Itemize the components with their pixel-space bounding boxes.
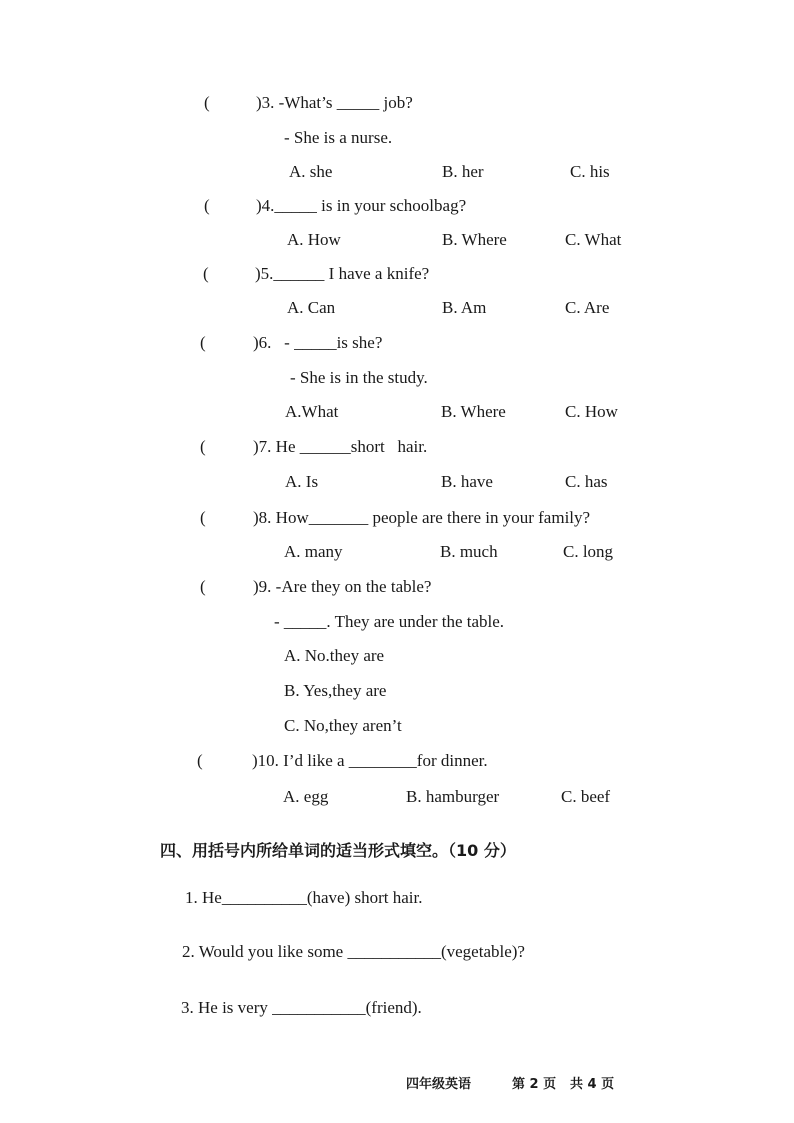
option-a: A. many — [284, 542, 343, 561]
option-b: B. hamburger — [406, 787, 500, 806]
question-text: _____ is in your schoolbag? — [274, 196, 467, 215]
option-c: C. beef — [561, 787, 611, 806]
question-number: 8. — [258, 508, 272, 527]
answer-paren[interactable]: ( — [200, 508, 206, 527]
option-c: C. How — [565, 402, 618, 421]
question-stem: )6. - _____is she? — [253, 333, 383, 352]
option-c: C. No,they aren’t — [284, 716, 402, 735]
option-a: A. egg — [283, 787, 329, 806]
question-number: 4. — [261, 196, 275, 215]
option-c: C. his — [570, 162, 610, 181]
question-text: -Are they on the table? — [271, 577, 432, 596]
answer-paren[interactable]: ( — [204, 196, 210, 215]
option-a: A. Can — [287, 298, 336, 317]
answer-paren[interactable]: ( — [200, 333, 206, 352]
option-c: C. has — [565, 472, 608, 491]
section-heading: 四、用括号内所给单词的适当形式填空。（10 分） — [160, 841, 516, 860]
option-a: A. Is — [285, 472, 319, 491]
footer-page: 第 2 页 — [512, 1077, 557, 1092]
question-number: 5. — [260, 264, 274, 283]
answer-paren[interactable]: ( — [197, 751, 203, 770]
option-b: B. Where — [442, 230, 507, 249]
option-b: B. her — [442, 162, 484, 181]
question-stem: )10. I’d like a ________for dinner. — [252, 751, 488, 770]
question-stem: )5.______ I have a knife? — [255, 264, 430, 283]
question-text: - _____is she? — [271, 333, 383, 352]
footer-subject: 四年级英语 — [406, 1077, 472, 1092]
question-number: 3. — [261, 93, 275, 112]
question-number: 9. — [258, 577, 272, 596]
question-text: -What’s _____ job? — [274, 93, 413, 112]
footer-total: 共 4 页 — [570, 1077, 615, 1092]
question-dialog-line: - She is a nurse. — [284, 128, 393, 147]
fill-item-1: 1. He__________(have) short hair. — [185, 888, 423, 907]
fill-item-3: 3. He is very ___________(friend). — [181, 998, 422, 1017]
option-a: A. No.they are — [284, 646, 385, 665]
question-stem: )3. -What’s _____ job? — [256, 93, 413, 112]
question-dialog-line: - _____. They are under the table. — [274, 612, 505, 631]
option-a: A.What — [285, 402, 339, 421]
answer-paren[interactable]: ( — [200, 437, 206, 456]
question-text: ______ I have a knife? — [273, 264, 430, 283]
answer-paren[interactable]: ( — [203, 264, 209, 283]
question-number: 6. — [258, 333, 272, 352]
question-stem: )9. -Are they on the table? — [253, 577, 432, 596]
question-dialog-line: - She is in the study. — [290, 368, 428, 387]
answer-paren[interactable]: ( — [200, 577, 206, 596]
option-c: C. What — [565, 230, 622, 249]
fill-item-2: 2. Would you like some ___________(vegetable)? — [182, 942, 525, 961]
option-c: C. Are — [565, 298, 610, 317]
question-text: He ______short hair. — [271, 437, 428, 456]
option-b: B. have — [441, 472, 493, 491]
option-b: B. Am — [442, 298, 487, 317]
question-number: 10. — [257, 751, 279, 770]
answer-paren[interactable]: ( — [204, 93, 210, 112]
question-text: How_______ people are there in your family? — [271, 508, 591, 527]
question-stem: )7. He ______short hair. — [253, 437, 428, 456]
option-b: B. much — [440, 542, 498, 561]
question-text: I’d like a ________for dinner. — [278, 751, 488, 770]
option-c: C. long — [563, 542, 614, 561]
option-a: A. she — [289, 162, 333, 181]
question-number: 7. — [258, 437, 272, 456]
option-b: B. Yes,they are — [284, 681, 387, 700]
option-b: B. Where — [441, 402, 506, 421]
question-stem: )4._____ is in your schoolbag? — [256, 196, 467, 215]
question-stem: )8. How_______ people are there in your family? — [253, 508, 591, 527]
option-a: A. How — [287, 230, 341, 249]
